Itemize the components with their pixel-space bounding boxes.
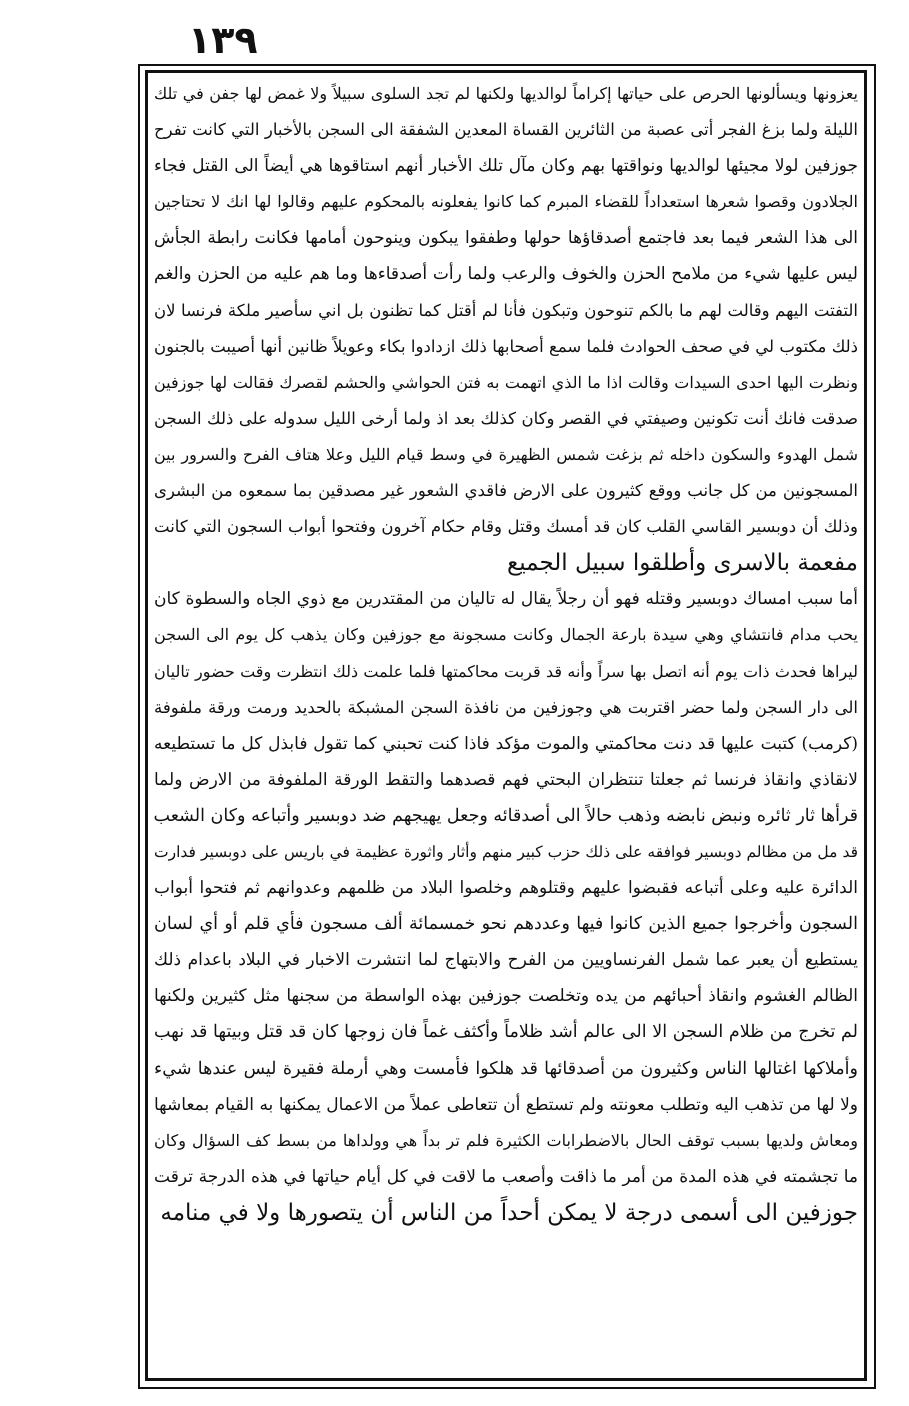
text-line: شمل الهدوء والسكون داخله ثم بزغت شمس الظهيرة في وسط قيام الليل وعلا هتاف الفرح والسرور بين — [154, 444, 858, 464]
text-line: وأملاكها اغتالها الناس وكثيرون من أصدقائها قد هلكوا فأمست وهي أرملة فقيرة ليس عندها شيء — [154, 1058, 858, 1079]
text-line: وذلك أن دوبسير القاسي القلب كان قد أمسك وقتل وقام حكام آخرون وفتحوا أبواب السجون التي كانت — [154, 517, 858, 537]
text-line: التفتت اليهم وقالت لهم ما بالكم تنوحون وتبكون فأنا لم أقتل كما تظنون بل اني سأصير ملكة فرنسا لان — [154, 300, 858, 320]
text-line: ومعاش ولديها بسبب توقف الحال بالاضطرابات الكثيرة فلم تر بداً هي وولداها من بسط كف السؤال وكان — [154, 1130, 858, 1150]
text-line: جوزفين لولا مجيئها لوالديها ونواقتها بهم وكان مآل تلك الأخبار أنهم استاقوها هي أيضاً الى القتل فجاء — [154, 156, 858, 177]
text-line: صدقت فانك أنت تكونين وصيفتي في القصر وكان كذلك بعد اذ ولما أرخى الليل سدوله على ذلك السجن — [154, 408, 858, 428]
text-line: الى دار السجن ولما حضر اقتربت هي وجوزفين من نافذة السجن المشبكة بالحديد ورمت ورقة ملفوفة — [154, 697, 858, 717]
text-line: الى هذا الشعر فيما بعد فاجتمع أصدقاؤها حولها وطفقوا يبكون وينوحون أمامها فكانت رابطة الجأش — [154, 228, 858, 249]
body-text — [150, 76, 862, 1231]
text-line: ليس عليها شيء من ملامح الحزن والخوف والرعب ولما رأت أصدقاءها وما هم عليه من الحزن والغم — [154, 264, 858, 285]
text-line: ما تجشمته في هذه المدة من أمر ما ذاقت وأصعب ما لاقت في كل أيام حياتها في هذه الدرجة ترقت — [154, 1166, 858, 1187]
text-line: الليلة ولما بزغ الفجر أتى عصبة من الثائرين القساة المعدين الشفقة الى السجن بالأخبار التي كانت تفرح — [154, 120, 858, 140]
text-line: الدائرة عليه وعلى أتباعه فقبضوا عليهم وقتلوهم وخلصوا البلاد من ظلمهم وعدوانهم ثم فتحوا أبواب — [154, 878, 858, 899]
text-line: يستطيع أن يعبر عما شمل الفرنساويين من الفرح والابتهاج لما انتشرت الاخبار في البلاد باعدام ذلك — [154, 950, 858, 971]
text-line: ونظرت اليها احدى السيدات وقالت اذا ما الذي اتهمت به فتن الحواشي والحشم لقصرك فقالت لها جوزفين — [154, 372, 858, 392]
text-line: قد مل من مظالم دوبسير فوافقه على ذلك حزب كبير منهم وأثار واثورة عظيمة في باريس على دوبسير فدارت — [154, 842, 858, 861]
text-line: المسجونين من كل جانب ووقع كثيرون على الارض فاقدي الشعور غير مصدقين بما سمعوه من البشرى — [154, 481, 858, 501]
text-line: لم تخرج من ظلام السجن الا الى عالم أشد ظلاماً وأكثف غماً فان زوجها كان قد قتل وبيتها قد نهب — [154, 1022, 858, 1043]
text-line: السجون وأخرجوا جميع الذين كانوا فيها وعددهم نحو خمسمائة ألف مسجون فأي قلم أو أي لسان — [154, 914, 858, 935]
text-line: مفعمة بالاسرى وأطلقوا سبيل الجميع — [506, 550, 858, 577]
text-line: يعزونها ويسألونها الحرص على حياتها إكراماً لوالديها ولكنها لم تجد السلوى سبيلاً ولا غمض لها جفن في تلك — [154, 84, 858, 103]
text-line: ليراها فحدث ذات يوم أنه اتصل بها سراً وأنه قد قربت محاكمتها فلما علمت ذلك انتظرت وقت حضور تاليان — [154, 661, 858, 681]
text-line: ذلك مكتوب لي في صحف الحوادث فلما سمع أصحابها ذلك ازدادوا بكاء وعويلاً ظانين أنها أصيبت بالجنون — [154, 336, 858, 356]
text-line: الجلادون وقصوا شعرها استعداداً للقضاء المبرم كما كانوا يفعلونه بالمحكوم عليهم وقالوا لها انك لا تحتاجين — [154, 192, 858, 212]
text-line: يحب مدام فانتشاي وهي سيدة بارعة الجمال وكانت مسجونة مع جوزفين وكان يذهب كل يوم الى السجن — [154, 625, 858, 645]
text-line: ولا لها من تذهب اليه وتطلب معونته ولم تستطع أن تتعاطى عملاً من الاعمال يمكنها به القيام بمعاشها — [154, 1094, 858, 1115]
text-line: قرأها ثار ثائره ونبض نابضه وذهب حالاً الى أصدقائه وجعل يهيجهم ضد دوبسير وأتباعه وكان الشعب — [153, 805, 858, 826]
text-line: جوزفين الى أسمى درجة لا يمكن أحداً من الناس أن يتصورها ولا في منامه — [160, 1199, 858, 1226]
text-line: الظالم الغشوم وانقاذ أحبائهم من يده وتخلصت جوزفين بهذه الواسطة من سجنها مثل كثيرين ولكنها — [154, 986, 858, 1007]
text-line: لانقاذي وانقاذ فرنسا ثم جعلتا تنتظران البحتي فهم قصدهما والتقط الورقة الملفوفة من الارض ولما — [154, 769, 858, 790]
page-number: ١٣٩ — [188, 18, 258, 62]
text-line: أما سبب امساك دوبسير وقتله فهو أن رجلاً يقال له تاليان من المقتدرين مع ذوي الجاه والسطوة كان — [154, 589, 858, 610]
text-line: (كرمب) كتبت عليها قد دنت محاكمتي والموت مؤكد فاذا كنت تحبني كما تقول فابذل كل ما تستطيعه — [154, 733, 858, 754]
